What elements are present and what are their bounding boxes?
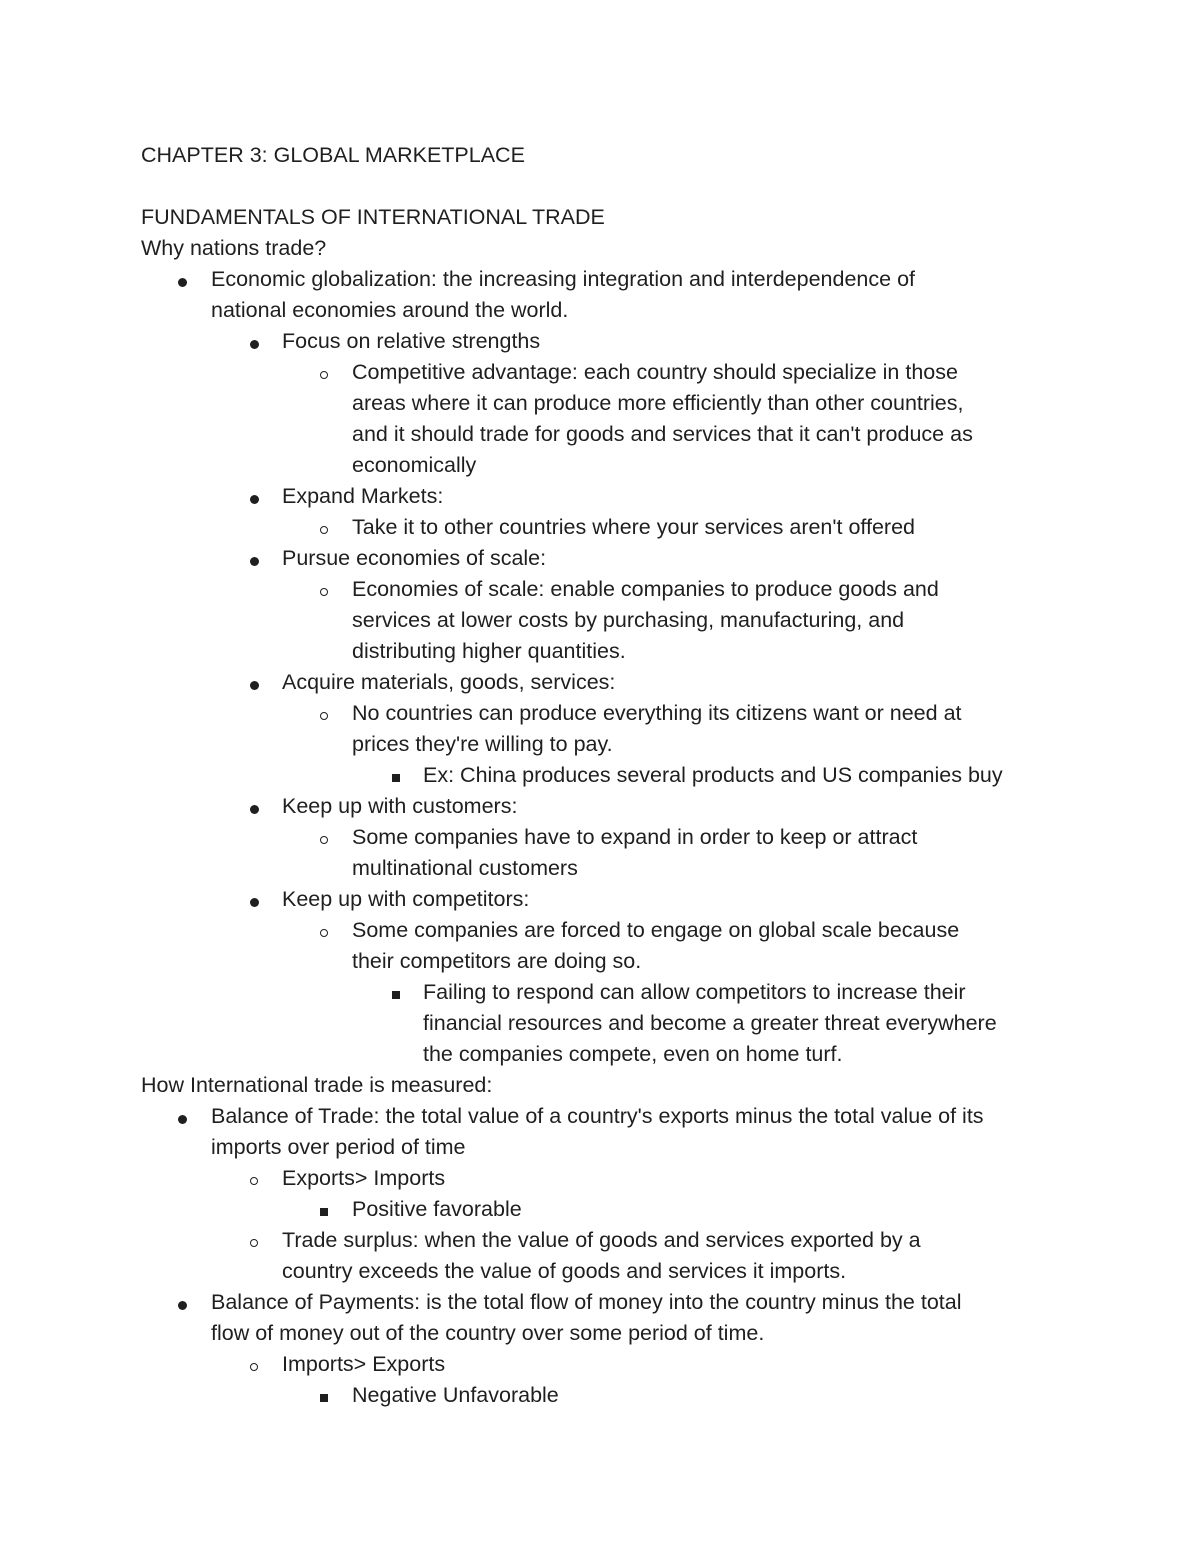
bullet-dot-icon (178, 1115, 187, 1124)
list-item-continued: areas where it can produce more efficiently than other countries, (352, 391, 964, 415)
list-item: Economic globalization: the increasing integration and interdependence of (211, 267, 915, 291)
list-item: Pursue economies of scale: (282, 546, 547, 570)
list-item-continued: flow of money out of the country over some period of time. (211, 1321, 765, 1345)
list-item: Some companies have to expand in order to keep or attract (352, 825, 918, 849)
list-item-continued: economically (352, 453, 477, 477)
bullet-square-icon (320, 1208, 328, 1216)
list-item-continued: country exceeds the value of goods and services it imports. (282, 1259, 847, 1283)
list-item: No countries can produce everything its citizens want or need at (352, 701, 962, 725)
bullet-dot-icon (250, 557, 259, 566)
list-item: Exports> Imports (282, 1166, 446, 1190)
section-heading: FUNDAMENTALS OF INTERNATIONAL TRADE (141, 205, 605, 229)
bullet-circle-icon (250, 1363, 258, 1371)
bullet-circle-icon (320, 712, 328, 720)
bullet-dot-icon (250, 681, 259, 690)
list-item-continued: financial resources and become a greater threat everywhere (423, 1011, 997, 1035)
bullet-dot-icon (250, 898, 259, 907)
list-item: Keep up with competitors: (282, 887, 530, 911)
list-item: Balance of Trade: the total value of a country's exports minus the total value of its (211, 1104, 984, 1128)
list-item: Trade surplus: when the value of goods and services exported by a (282, 1228, 921, 1252)
list-item-continued: and it should trade for goods and services that it can't produce as (352, 422, 973, 446)
list-item: Some companies are forced to engage on global scale because (352, 918, 960, 942)
list-item: Acquire materials, goods, services: (282, 670, 616, 694)
bullet-circle-icon (320, 929, 328, 937)
list-item-continued: prices they're willing to pay. (352, 732, 613, 756)
bullet-dot-icon (250, 805, 259, 814)
list-item-continued: national economies around the world. (211, 298, 569, 322)
list-item: Expand Markets: (282, 484, 444, 508)
list-item: Keep up with customers: (282, 794, 518, 818)
bullet-dot-icon (250, 495, 259, 504)
list-item: Focus on relative strengths (282, 329, 541, 353)
list-item: Economies of scale: enable companies to produce goods and (352, 577, 939, 601)
list-item-continued: distributing higher quantities. (352, 639, 626, 663)
list-item: Positive favorable (352, 1197, 522, 1221)
bullet-square-icon (392, 774, 400, 782)
bullet-square-icon (392, 991, 400, 999)
subheading-why-trade: Why nations trade? (141, 236, 327, 260)
bullet-dot-icon (178, 1301, 187, 1310)
list-item-continued: imports over period of time (211, 1135, 466, 1159)
list-item: Competitive advantage: each country should specialize in those (352, 360, 958, 384)
list-item: Balance of Payments: is the total flow of money into the country minus the total (211, 1290, 962, 1314)
bullet-dot-icon (178, 278, 187, 287)
list-item: Ex: China produces several products and US companies buy (423, 763, 1003, 787)
list-item-continued: services at lower costs by purchasing, manufacturing, and (352, 608, 905, 632)
list-item-continued: the companies compete, even on home turf. (423, 1042, 843, 1066)
chapter-title: CHAPTER 3: GLOBAL MARKETPLACE (141, 143, 525, 167)
bullet-circle-icon (320, 588, 328, 596)
bullet-dot-icon (250, 340, 259, 349)
list-item: Imports> Exports (282, 1352, 446, 1376)
list-item: Take it to other countries where your services aren't offered (352, 515, 915, 539)
bullet-square-icon (320, 1394, 328, 1402)
bullet-circle-icon (250, 1177, 258, 1185)
bullet-circle-icon (250, 1239, 258, 1247)
list-item: Failing to respond can allow competitors to increase their (423, 980, 966, 1004)
bullet-circle-icon (320, 371, 328, 379)
list-item-continued: multinational customers (352, 856, 578, 880)
list-item-continued: their competitors are doing so. (352, 949, 642, 973)
bullet-circle-icon (320, 836, 328, 844)
subheading-measured: How International trade is measured: (141, 1073, 493, 1097)
list-item: Negative Unfavorable (352, 1383, 559, 1407)
bullet-circle-icon (320, 526, 328, 534)
